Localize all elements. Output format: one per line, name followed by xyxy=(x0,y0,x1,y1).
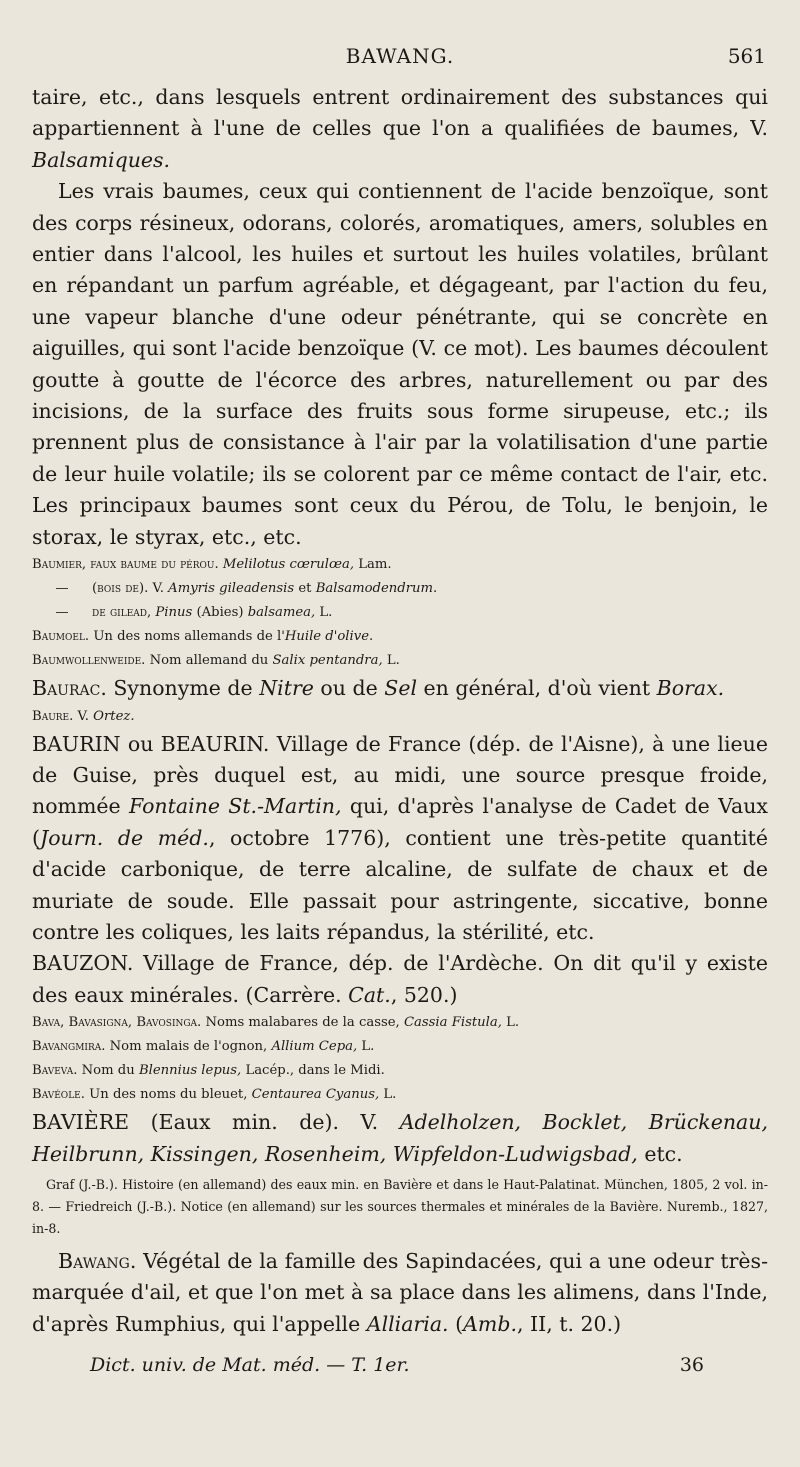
entry-baveva: Baveva. Nom du Blennius lepus, Lacép., dans le Midi. xyxy=(32,1063,385,1079)
bibliography-note: Graf (J.-B.). Histoire (en allemand) des eaux min. en Bavière et dans le Haut-Palatinat. München, 1805, 2 vol. in-8. — Friedreich (J.-B.). Notice (en allemand) sur les sources thermales et minérales de la Bavière. Nuremb., 1827, in-8. xyxy=(32,1176,768,1236)
entry-baveole: Bavéole. Un des noms du bleuet, Centaurea Cyanus, L. xyxy=(32,1087,397,1103)
running-head: BAWANG. xyxy=(345,44,455,68)
entry-list-baumier xyxy=(32,553,768,673)
entry-baviere: BAVIÈRE (Eaux min. de). V. Adelholzen, Bocklet, Brückenau, Heilbrunn, Kissingen, Rosenheim, Wipfeldon-Ludwigsbad, etc. xyxy=(32,1110,768,1166)
headword: BAUZON. xyxy=(32,951,134,976)
page-footer xyxy=(90,1354,730,1376)
page-body xyxy=(32,82,768,1340)
paragraph-baumes xyxy=(32,82,768,553)
entry-baumier-3: — de gilead, Pinus (Abies) balsamea, L. xyxy=(55,605,333,621)
entry-baurin: BAURIN ou BEAURIN. Village de France (dép. de l'Aisne), à une lieue de Guise, près duquel est, au midi, une source presque froide, nommée Fontaine St.-Martin, qui, d'après l'analyse de Cadet de Vaux (Journ. de méd., octobre 1776), contient une très-petite quantité d'acide carbonique, de terre alcaline, de sulfate de chaux et de muriate de soude. Elle passait pour astringente, siccative, bonne contre les coliques, les laits répandus, la stérilité, etc. xyxy=(32,731,769,944)
entry-list-bava xyxy=(32,1011,768,1107)
text: taire, etc., dans lesquels entrent ordinairement des substances qui appartiennent à l'une de celles que l'on a qualifiées de baumes, V. xyxy=(32,85,768,141)
paragraph-vrais-baumes: Les vrais baumes, ceux qui contiennent de l'acide benzoïque, sont des corps résineux, odorans, colorés, aromatiques, amers, solubles en entier dans l'alcool, les huiles et surtout les huiles volatiles, brûlant en répandant un parfum agréable, et dégageant, par l'action du feu, une vapeur blanche d'une odeur pénétrante, qui se concrète en aiguilles, qui sont l'acide benzoïque (V. ce mot). Les baumes découlent goutte à goutte de l'écorce des arbres, naturellement ou par des incisions, de la surface des fruits sous forme sirupeuse, etc.; ils prennent plus de consistance à l'air par la volatilisation d'une partie de leur huile volatile; ils se colorent par ce même contact de l'air, etc. Les principaux baumes sont ceux du Pérou, de Tolu, le benjoin, le storax, le styrax, etc., etc. xyxy=(32,179,768,549)
entry-bava: Bava, Bavasigna, Bavosinga. Noms malabares de la casse, Cassia Fistula, L. xyxy=(32,1015,520,1031)
entry-baurac: Baurac. Synonyme de Nitre ou de Sel en général, d'où vient Borax. xyxy=(32,676,725,701)
entry-baumwollenweide: Baumwollenweide. Nom allemand du Salix pentandra, L. xyxy=(32,653,400,669)
headword: BAURIN ou BEAURIN. xyxy=(32,731,270,756)
entry-bawang: Bawang. Végétal de la famille des Sapindacées, qui a une odeur très-marquée d'ail, et que l'on met à sa place dans les alimens, dans l'Inde, d'après Rumphius, qui l'appelle Alliaria. (Amb., II, t. 20.) xyxy=(32,1248,768,1336)
link-ref: Balsamiques. xyxy=(32,147,171,172)
entry-bavangmira: Bavangmira. Nom malais de l'ognon, Allium Cepa, L. xyxy=(32,1039,375,1055)
footer-signature: Dict. univ. de Mat. méd. — T. 1er. xyxy=(90,1354,410,1376)
footer-sheet-number: 36 xyxy=(679,1354,704,1376)
entry-baure: Baure. V. Ortez. xyxy=(32,708,135,724)
entry-baumier-2: — (bois de). V. Amyris gileadensis et Balsamodendrum. xyxy=(55,581,438,597)
entry-bauzon: BAUZON. Village de France, dép. de l'Ardèche. On dit qu'il y existe des eaux minérales. (Carrère. Cat., 520.) xyxy=(32,951,768,1007)
page-number: 561 xyxy=(727,44,766,68)
entry-baumoel: Baumoel. Un des noms allemands de l'Huile d'olive. xyxy=(32,629,374,645)
entry-baumier-1: Baumier, faux baume du pérou. Melilotus cœrulœa, Lam. xyxy=(32,557,392,573)
headword: BAVIÈRE xyxy=(32,1110,130,1135)
